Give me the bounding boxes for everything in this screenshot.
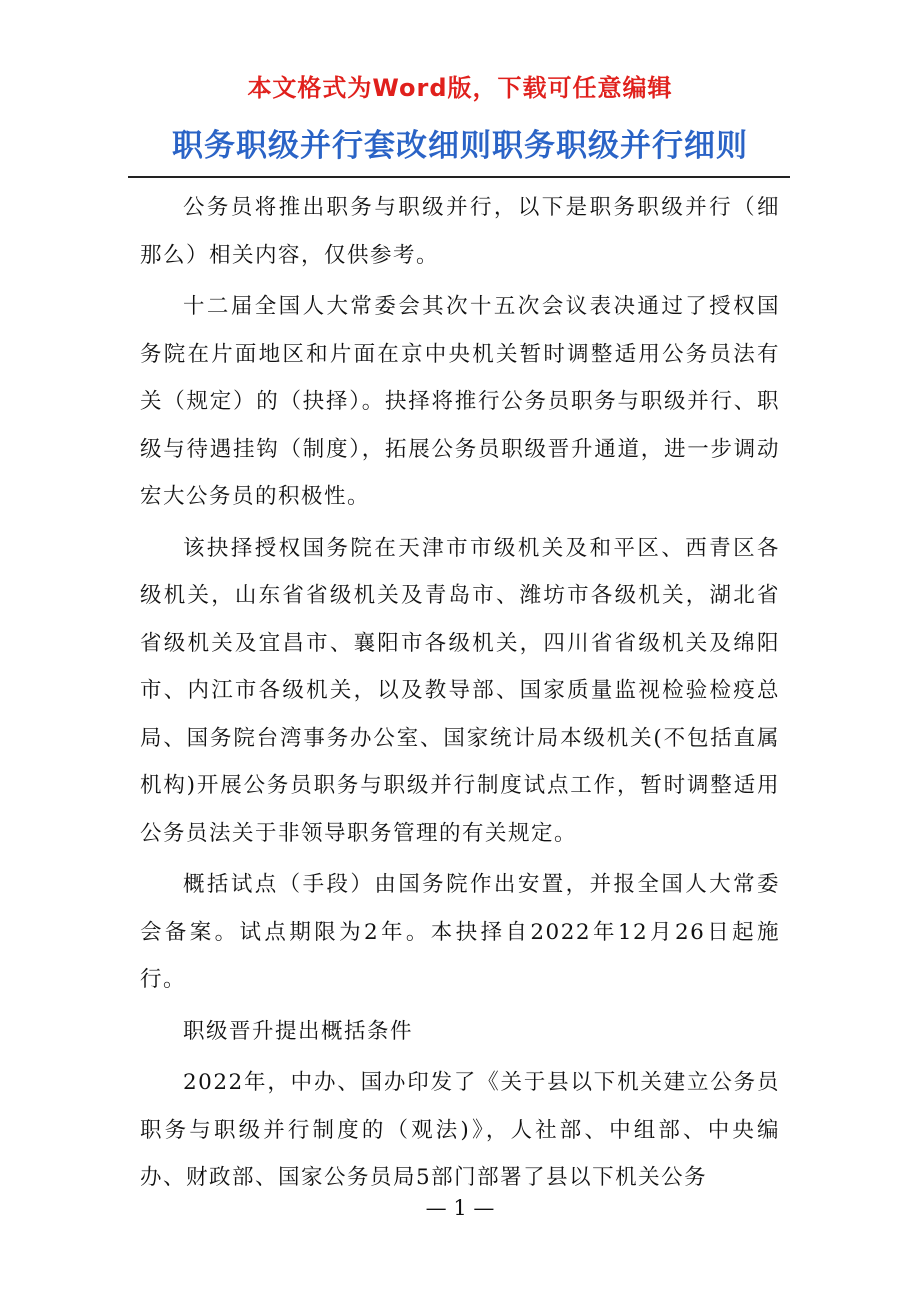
document-title: 职务职级并行套改细则职务职级并行细则 xyxy=(172,128,748,164)
paragraph-pilot-scope: 该抉择授权国务院在天津市市级机关及和平区、西青区各级机关，山东省省级机关及青岛市、潍坊市各级机关，湖北省省级机关及宜昌市、襄阳市各级机关，四川省省级机关及绵阳市、内江市各级机关，以及教导部、国家质量监视检验检疫总局、国务院台湾事务办公室、国家统计局本级机关(不包括直属机构)开展公务员职务与职级并行制度试点工作，暂时调整适用公务员法关于非领导职务管理的有关规定。 xyxy=(140,535,780,846)
paragraph-2022-notice: 2022年，中办、国办印发了《关于县以下机关建立公务员职务与职级并行制度的（观法)》，人社部、中组部、中央编办、财政部、国家公务员局5部门部署了县以下机关公务 xyxy=(140,1070,780,1190)
document-body xyxy=(140,184,780,1206)
download-banner: 本文格式为Word版，下载可任意编辑 xyxy=(247,74,673,102)
paragraph-intro: 公务员将推出职务与职级并行，以下是职务职级并行（细那么）相关内容，仅供参考。 xyxy=(140,195,780,268)
section-heading: 职级晋升提出概括条件 xyxy=(183,1018,414,1044)
page-number: — 1 — xyxy=(425,1196,495,1220)
paragraph-decision: 十二届全国人大常委会其次十五次会议表决通过了授权国务院在片面地区和片面在京中央机关暂时调整适用公务员法有关（规定）的（抉择）。抉择将推行公务员职务与职级并行、职级与待遇挂钩（制度），拓展公务员职级晋升通道，进一步调动宏大公务员的积极性。 xyxy=(140,294,780,509)
paragraph-pilot-period: 概括试点（手段）由国务院作出安置，并报全国人大常委会备案。试点期限为2年。本抉择自2022年12月26日起施行。 xyxy=(140,872,780,992)
title-divider xyxy=(128,176,790,178)
